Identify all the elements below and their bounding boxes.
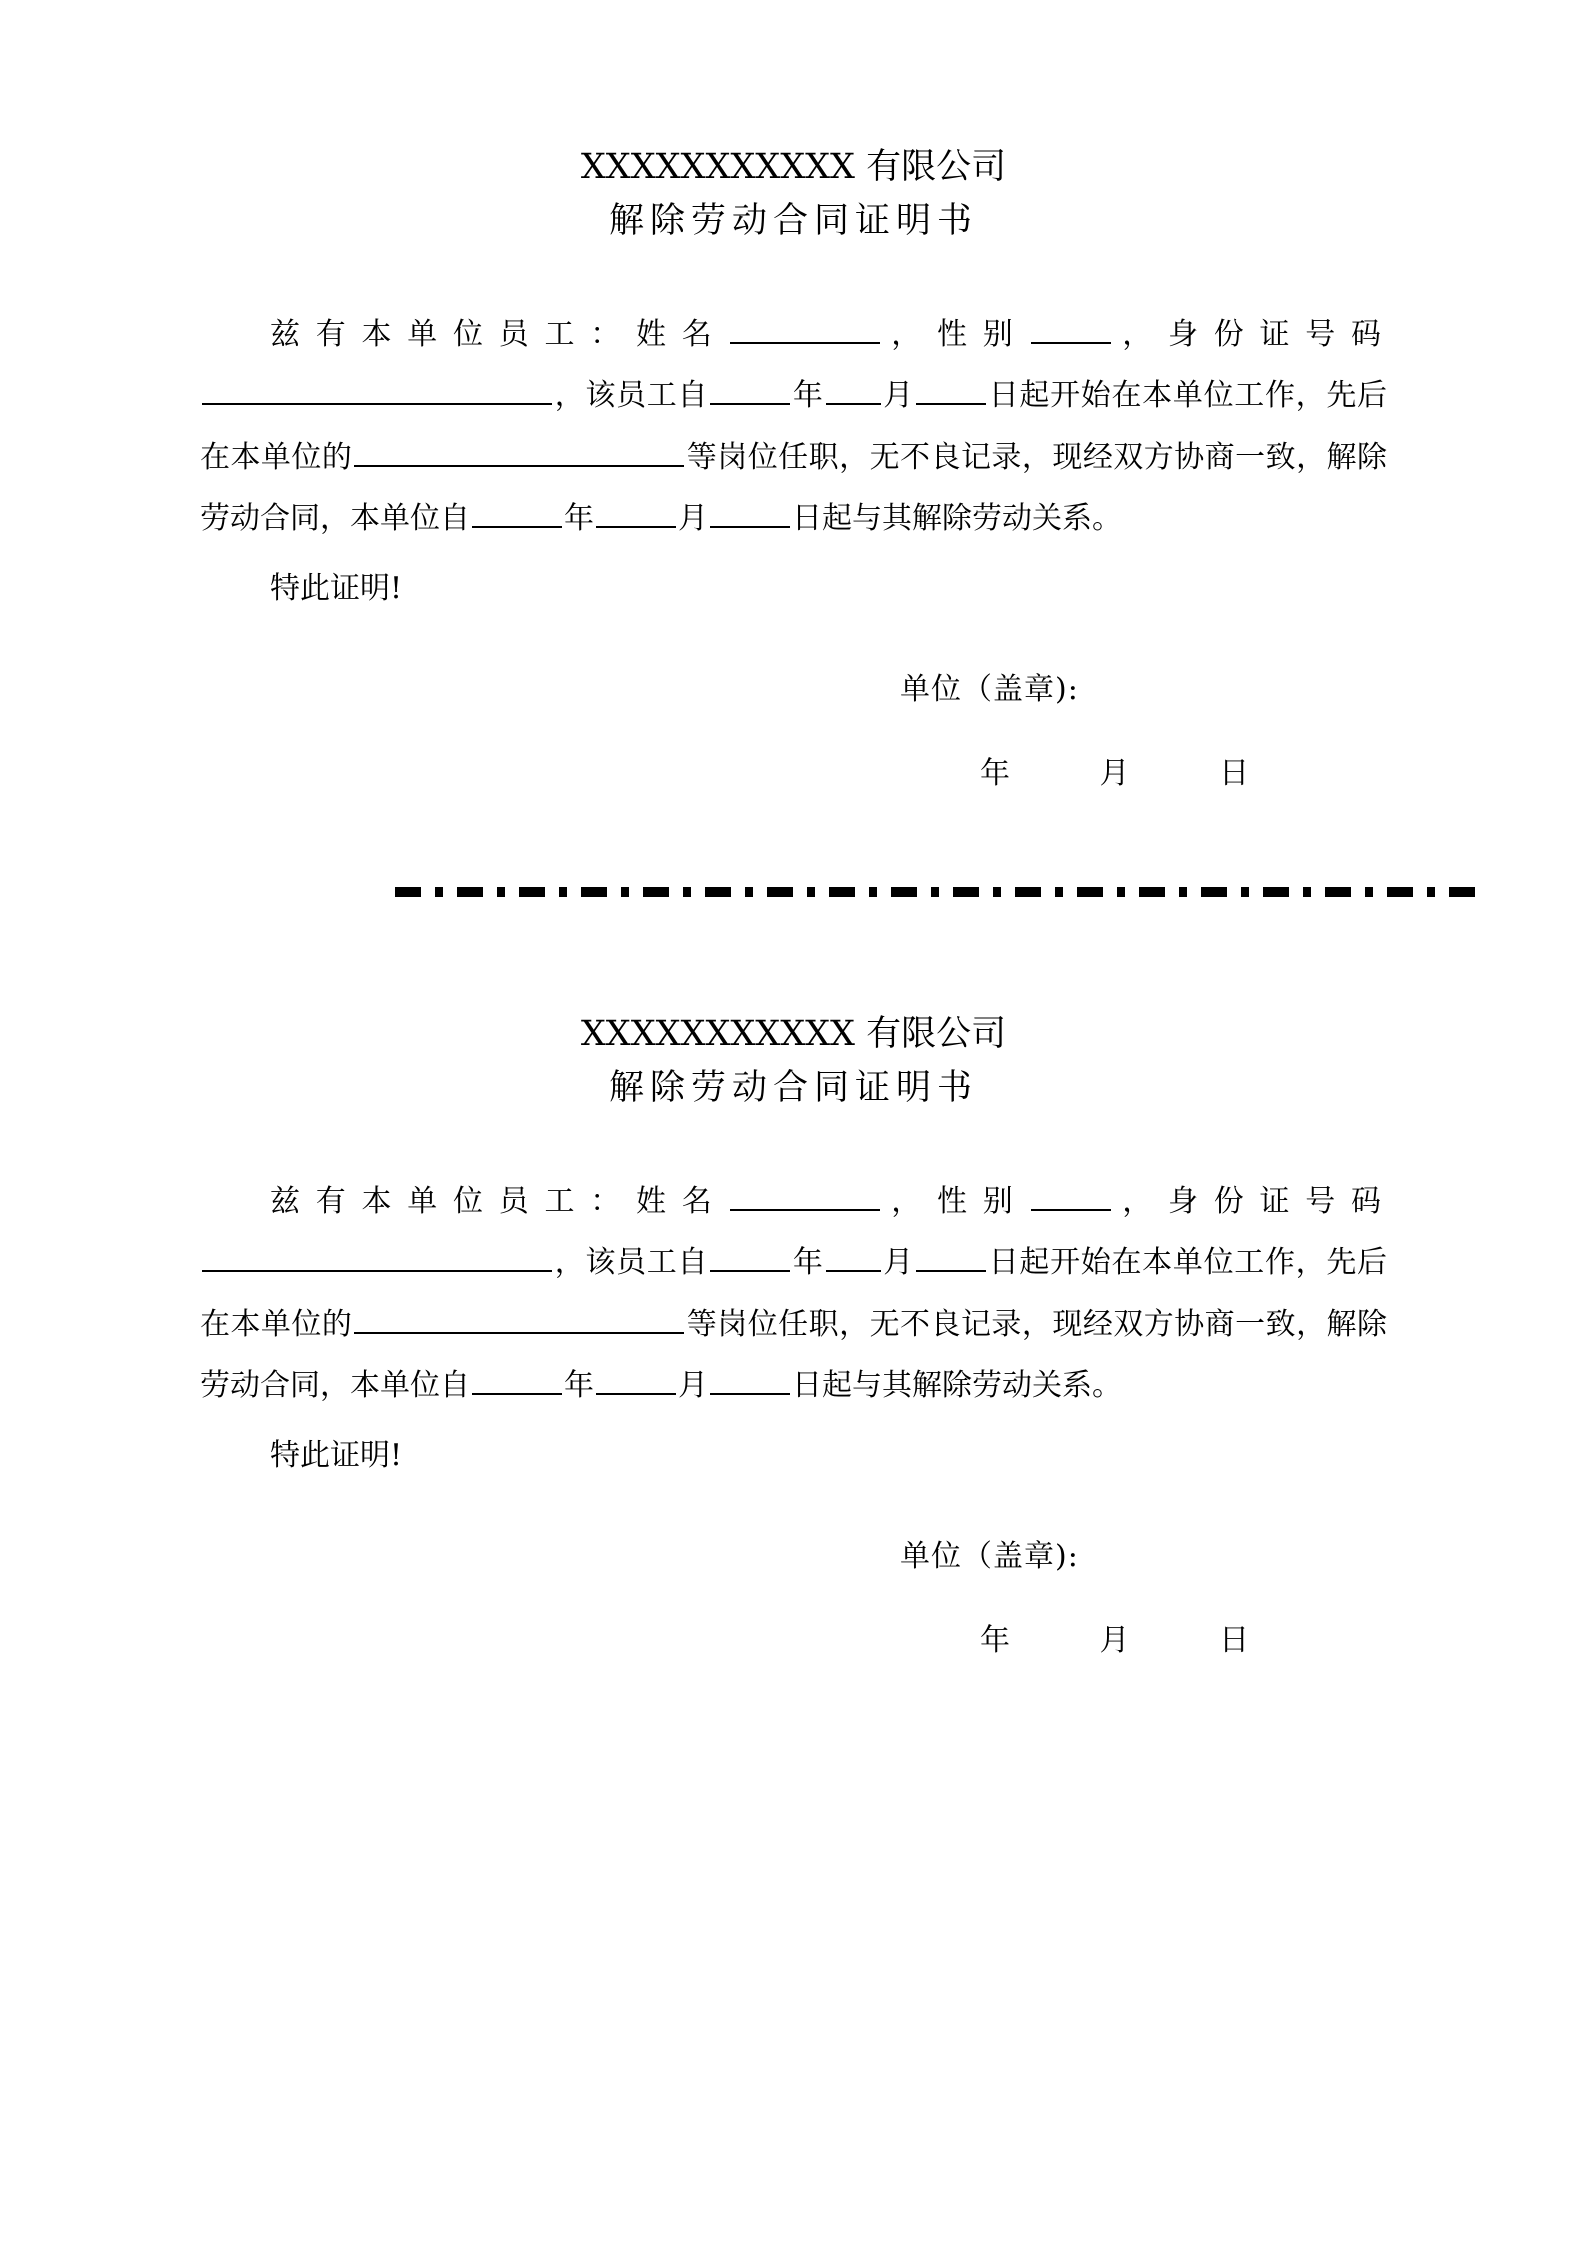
body-text-d-1: ，该员工自 [554,378,709,413]
end-month-blank-2[interactable] [596,1362,676,1396]
gender-blank-1[interactable] [1031,310,1111,344]
start-year-blank-1[interactable] [710,372,790,406]
body-text-h-1: 等岗位任职，无不良记录，现经双方协商一致，解除劳动合同，本单位自 [200,439,1388,536]
note-line-2: 特此证明! [270,1437,403,1473]
document-title-1: 解除劳动合同证明书 [608,201,978,242]
body-text-j-2: 月 [678,1368,708,1403]
end-year-blank-1[interactable] [472,495,562,529]
note-line-1: 特此证明! [270,570,403,606]
end-day-blank-2[interactable] [710,1362,790,1396]
certificate-copy-1 [200,0,1387,792]
start-month-blank-1[interactable] [826,372,881,406]
company-title-1: XXXXXXXXXXX 有限公司 [580,147,1007,187]
position-blank-2[interactable] [354,1300,684,1334]
body-text-g-1: 日起开始在本单位工作，先后在本单位的 [200,378,1388,475]
body-text-c-2: ，身份证号码 [1112,1183,1387,1219]
body-text-f-1: 月 [882,378,914,413]
body-text-i-2: 年 [564,1368,594,1403]
document-title-2: 解除劳动合同证明书 [608,1068,978,1109]
cut-here-dashed-line [395,887,1485,897]
body-text-b-2: ，性别 [881,1183,1029,1219]
body-text-a-1: 兹有本单位员工：姓名 [270,316,728,352]
body-text-i-1: 年 [564,501,594,536]
body-paragraph-2 [200,1171,1387,1417]
end-month-blank-1[interactable] [596,495,676,529]
body-paragraph-1 [200,304,1387,550]
start-year-blank-2[interactable] [710,1239,790,1273]
body-text-c-1: ，身份证号码 [1112,316,1387,352]
signature-date-line-1: 年 月 日 [980,756,1290,791]
start-month-blank-2[interactable] [826,1239,881,1273]
body-text-e-2: 年 [792,1245,824,1280]
company-seal-label-1: 单位（盖章): [900,672,1079,707]
body-text-j-1: 月 [678,501,708,536]
start-day-blank-1[interactable] [916,372,986,406]
signature-block-1 [200,664,1387,792]
body-text-g-2: 日起开始在本单位工作，先后在本单位的 [200,1245,1388,1342]
body-text-a-2: 兹有本单位员工：姓名 [270,1183,728,1219]
body-text-e-1: 年 [792,378,824,413]
body-text-d-2: ，该员工自 [554,1245,709,1280]
signature-date-line-2: 年 月 日 [980,1623,1290,1658]
certificate-body-2 [200,1171,1387,1487]
name-blank-1[interactable] [730,310,880,344]
id-number-blank-1[interactable] [202,372,552,406]
signature-block-2 [200,1531,1387,1659]
id-number-blank-2[interactable] [202,1239,552,1273]
certificate-body-1 [200,304,1387,620]
body-text-h-2: 等岗位任职，无不良记录，现经双方协商一致，解除劳动合同，本单位自 [200,1306,1388,1403]
position-blank-1[interactable] [354,433,684,467]
end-day-blank-1[interactable] [710,495,790,529]
body-text-k-1: 日起与其解除劳动关系。 [792,501,1122,536]
body-text-k-2: 日起与其解除劳动关系。 [792,1368,1122,1403]
body-text-b-1: ，性别 [881,316,1029,352]
body-text-f-2: 月 [882,1245,914,1280]
gender-blank-2[interactable] [1031,1177,1111,1211]
end-year-blank-2[interactable] [472,1362,562,1396]
name-blank-2[interactable] [730,1177,880,1211]
start-day-blank-2[interactable] [916,1239,986,1273]
company-seal-label-2: 单位（盖章): [900,1539,1079,1574]
company-title-2: XXXXXXXXXXX 有限公司 [580,1014,1007,1054]
certificate-copy-2 [200,897,1387,1659]
